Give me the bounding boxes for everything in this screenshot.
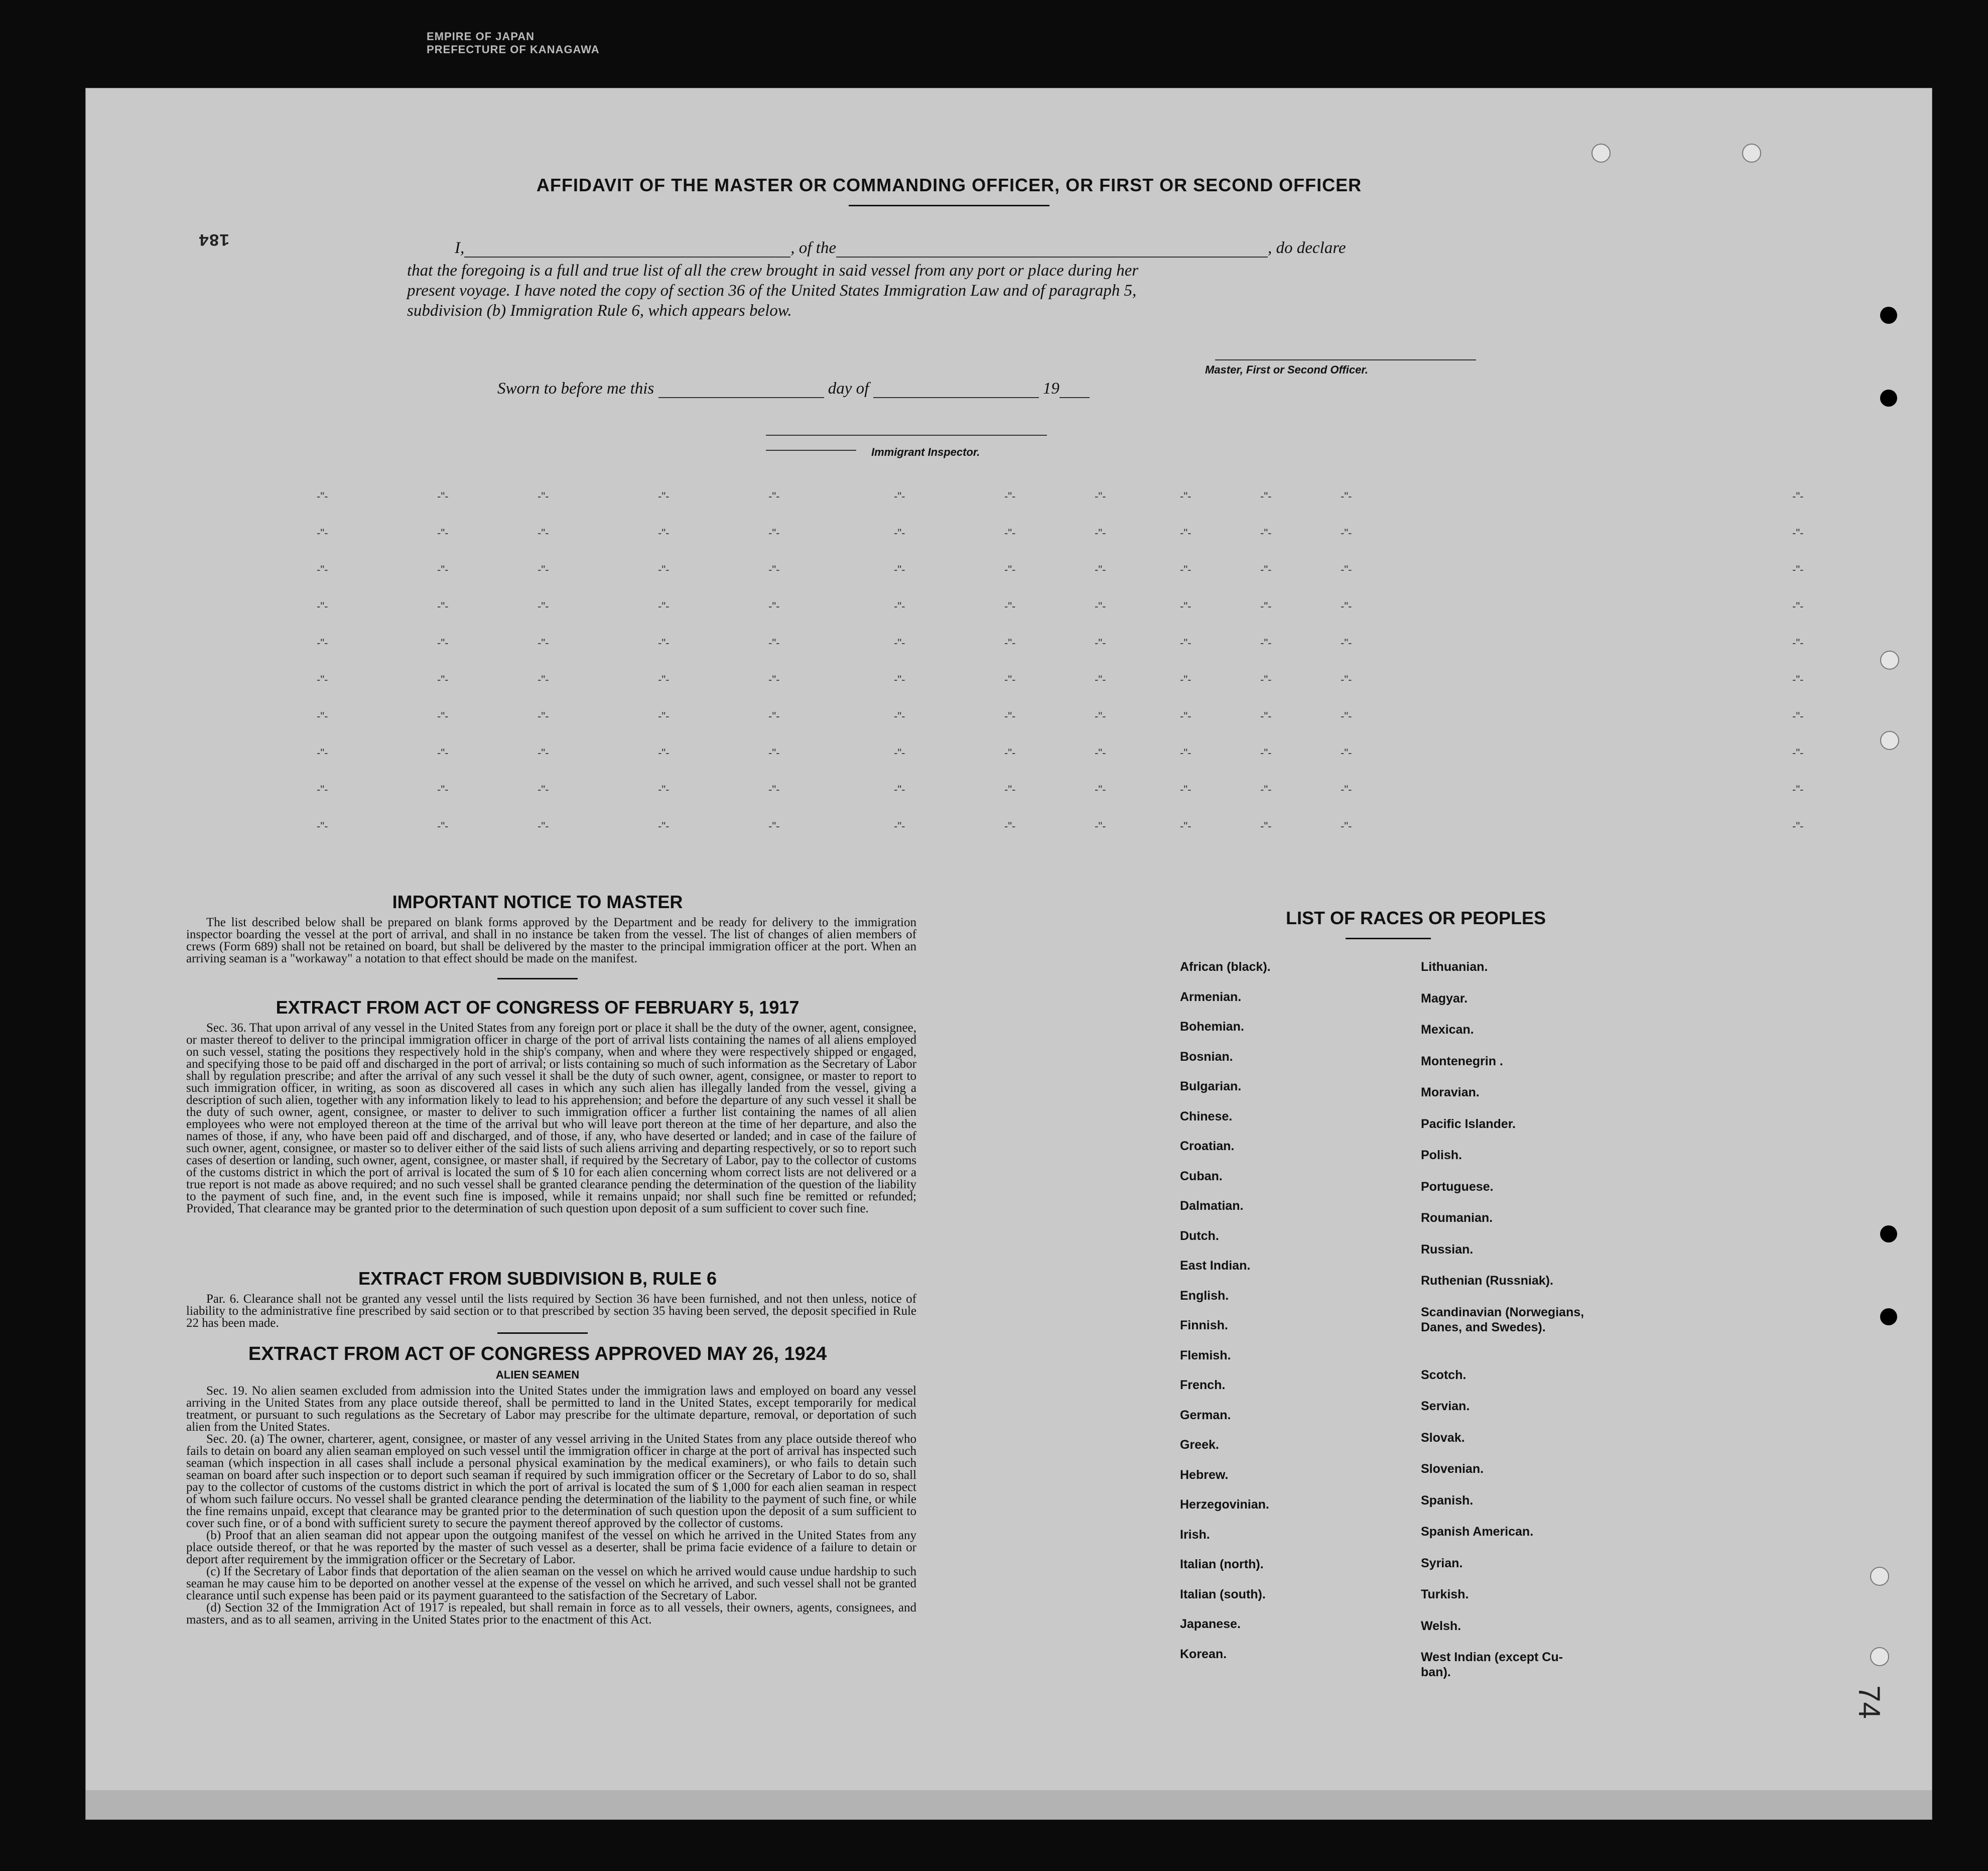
ditto-mark: -"-	[1180, 600, 1191, 612]
day-blank	[658, 397, 824, 398]
race-item: Bulgarian.	[1180, 1079, 1242, 1093]
rule6-text: Par. 6. Clearance shall not be granted any vessel until the lists required by Section 36 have been furnished, and not then unless, notice of liability to the administrative fine prescribed by said section or to that prescribed by section 35 having been served, the deposit specified in Rule 22 has been made.	[186, 1292, 916, 1330]
ditto-mark: -"-	[768, 673, 780, 686]
inspector-caption: Immigrant Inspector.	[871, 446, 980, 458]
ditto-mark: -"-	[437, 563, 449, 576]
ditto-mark: -"-	[658, 673, 670, 686]
ditto-mark: -"-	[1341, 600, 1352, 612]
ditto-mark: -"-	[1792, 783, 1804, 796]
ditto-mark: -"-	[1095, 600, 1106, 612]
race-item: Armenian.	[1180, 989, 1242, 1004]
ditto-mark: -"-	[768, 490, 780, 503]
ditto-mark: -"-	[1095, 710, 1106, 722]
ditto-mark: -"-	[1095, 783, 1106, 796]
ditto-mark: -"-	[768, 600, 780, 612]
ditto-mark: -"-	[1341, 563, 1352, 576]
rule6-title: EXTRACT FROM SUBDIVISION B, RULE 6	[358, 1268, 717, 1289]
ditto-mark: -"-	[1792, 600, 1804, 612]
ditto-mark: -"-	[658, 820, 670, 832]
ditto-mark: -"-	[658, 783, 670, 796]
ditto-mark: -"-	[1095, 746, 1106, 759]
ditto-mark: -"-	[658, 710, 670, 722]
race-item: Portuguese.	[1421, 1179, 1494, 1194]
race-item: Greek.	[1180, 1438, 1219, 1452]
notice-body	[186, 917, 916, 965]
rule6-body	[186, 1293, 916, 1329]
ditto-mark: -"-	[658, 637, 670, 649]
punch-hole	[1880, 731, 1899, 750]
race-item: Ruthenian (Russniak).	[1421, 1274, 1553, 1288]
ditto-mark: -"-	[317, 490, 328, 503]
ditto-mark: -"-	[1260, 673, 1272, 686]
affidavit-title: AFFIDAVIT OF THE MASTER OR COMMANDING OFFICER, OR FIRST OR SECOND OFFICER	[536, 175, 1362, 195]
punch-hole	[1880, 651, 1899, 670]
ditto-mark: -"-	[768, 820, 780, 832]
ditto-mark: -"-	[658, 563, 670, 576]
ditto-mark: -"-	[1004, 600, 1016, 612]
race-item: English.	[1180, 1288, 1229, 1303]
ditto-mark: -"-	[1260, 710, 1272, 722]
sworn-line	[497, 380, 1090, 398]
extract-1924-title: EXTRACT FROM ACT OF CONGRESS APPROVED MAY 26, 1924	[248, 1343, 827, 1364]
race-item: West Indian (except Cu- ban).	[1421, 1650, 1563, 1679]
race-item: Magyar.	[1421, 991, 1468, 1006]
signature-caption: Master, First or Second Officer.	[1205, 363, 1368, 376]
ditto-mark: -"-	[1004, 820, 1016, 832]
ditto-mark: -"-	[1095, 673, 1106, 686]
year-prefix: 19	[1042, 380, 1059, 398]
ditto-mark: -"-	[1095, 490, 1106, 503]
ditto-mark: -"-	[1341, 820, 1352, 832]
manifest-sheet	[85, 88, 1932, 1820]
ditto-mark: -"-	[1004, 563, 1016, 576]
ditto-mark: -"-	[1180, 673, 1191, 686]
ditto-mark: -"-	[768, 637, 780, 649]
ditto-mark: -"-	[894, 710, 905, 722]
ditto-mark: -"-	[437, 600, 449, 612]
race-item: Servian.	[1421, 1399, 1470, 1413]
ditto-mark: -"-	[894, 527, 905, 539]
ditto-mark: -"-	[768, 527, 780, 539]
extract-1924-p5: (d) Section 32 of the Immigration Act of 1917 is repealed, but shall remain in force as to all vessels, their owners, agents, consignees, and masters, and as to all seamen, arriving in the United States prior to the enactment of this Act.	[186, 1601, 916, 1627]
race-item: Italian (north).	[1180, 1557, 1264, 1571]
ditto-mark: -"-	[768, 710, 780, 722]
punch-hole	[1592, 144, 1611, 163]
race-item: Turkish.	[1421, 1587, 1469, 1601]
ditto-mark: -"-	[1095, 637, 1106, 649]
race-item: Slovak.	[1421, 1430, 1465, 1445]
race-item: Spanish American.	[1421, 1525, 1534, 1539]
affidavit-line-4: subdivision (b) Immigration Rule 6, which appears below.	[407, 302, 792, 320]
race-item: Scotch.	[1421, 1367, 1467, 1382]
race-item: Croatian.	[1180, 1139, 1235, 1153]
affidavit-line-1	[455, 239, 1346, 258]
ditto-mark: -"-	[437, 637, 449, 649]
punch-hole	[1880, 1225, 1897, 1242]
ditto-mark: -"-	[1004, 637, 1016, 649]
race-item: Dutch.	[1180, 1228, 1219, 1243]
race-item: Moravian.	[1421, 1085, 1480, 1099]
punch-hole	[1870, 1647, 1889, 1666]
ditto-mark: -"-	[437, 490, 449, 503]
punch-hole	[1880, 307, 1897, 324]
extract-1924-subtitle: ALIEN SEAMEN	[495, 1368, 580, 1381]
ditto-mark: -"-	[1095, 563, 1106, 576]
margin-number: 184	[199, 229, 230, 248]
name-blank	[464, 257, 790, 258]
title-underline	[849, 205, 1049, 206]
ditto-mark: -"-	[894, 490, 905, 503]
ditto-mark: -"-	[538, 600, 549, 612]
ditto-mark: -"-	[1792, 746, 1804, 759]
race-item: Welsh.	[1421, 1618, 1462, 1633]
race-item: Pacific Islander.	[1421, 1116, 1516, 1131]
ditto-mark: -"-	[1341, 490, 1352, 503]
ditto-mark: -"-	[538, 673, 549, 686]
ditto-mark: -"-	[1004, 746, 1016, 759]
notice-text: The list described below shall be prepared on blank forms approved by the Department and be ready for delivery to the immigration inspector boarding the vessel at the port of arrival, and shall in no instance be taken from the vessel. The list of changes of alien members of crews (Form 689) shall not be retained on board, but shall be delivered by the master to the principal immigration officer at the port. When an arriving seaman is a "workaway" a notation to that effect should be made on the manifest.	[186, 916, 916, 965]
ditto-mark: -"-	[1180, 527, 1191, 539]
ditto-mark: -"-	[1004, 710, 1016, 722]
ditto-mark: -"-	[658, 527, 670, 539]
ditto-mark: -"-	[437, 710, 449, 722]
ditto-mark: -"-	[317, 746, 328, 759]
race-item: Irish.	[1180, 1527, 1210, 1542]
ditto-mark: -"-	[1341, 783, 1352, 796]
ditto-mark: -"-	[658, 746, 670, 759]
ditto-mark: -"-	[1792, 490, 1804, 503]
ditto-mark: -"-	[317, 783, 328, 796]
inspector-line	[766, 435, 1047, 436]
race-item: Chinese.	[1180, 1109, 1233, 1124]
ditto-mark: -"-	[1180, 783, 1191, 796]
extract-1924-body	[186, 1385, 916, 1626]
of-the-label: , of the	[790, 239, 836, 257]
ditto-mark: -"-	[1180, 563, 1191, 576]
ditto-mark: -"-	[1260, 746, 1272, 759]
ditto-mark: -"-	[317, 710, 328, 722]
ditto-mark: -"-	[437, 527, 449, 539]
ditto-mark: -"-	[1792, 527, 1804, 539]
extract-1924-p3: (b) Proof that an alien seaman did not appear upon the outgoing manifest of the vessel on which he arrived in the United States from any place outside thereof, or that he was reported by the master of such vessel as a deserter, shall be prima facie evidence of a failure to detain or deport after requirement by the immigration officer or the Secretary of Labor.	[186, 1529, 916, 1566]
corner-line-1: EMPIRE OF JAPAN	[427, 30, 535, 43]
ditto-mark: -"-	[317, 600, 328, 612]
signature-line	[1215, 359, 1476, 360]
ditto-mark: -"-	[1004, 490, 1016, 503]
ditto-mark: -"-	[1341, 637, 1352, 649]
notice-underline	[497, 978, 578, 979]
race-item: Russian.	[1421, 1242, 1474, 1257]
race-item: Polish.	[1421, 1148, 1462, 1162]
race-item: Flemish.	[1180, 1348, 1231, 1362]
affidavit-line-3: present voyage. I have noted the copy of section 36 of the United States Immigration Law and of paragraph 5,	[407, 282, 1137, 300]
ditto-mark: -"-	[1792, 637, 1804, 649]
ditto-mark: -"-	[1180, 746, 1191, 759]
ditto-mark: -"-	[538, 527, 549, 539]
ditto-mark: -"-	[317, 820, 328, 832]
race-item: Cuban.	[1180, 1169, 1223, 1183]
ditto-mark: -"-	[658, 600, 670, 612]
corner-line-2: PREFECTURE OF KANAGAWA	[427, 43, 600, 56]
rule6-underline	[497, 1332, 588, 1334]
ditto-mark: -"-	[1095, 527, 1106, 539]
ditto-mark: -"-	[538, 783, 549, 796]
ditto-mark: -"-	[768, 563, 780, 576]
ditto-mark: -"-	[1180, 820, 1191, 832]
race-item: Bohemian.	[1180, 1020, 1244, 1034]
ditto-mark: -"-	[894, 563, 905, 576]
ditto-mark: -"-	[768, 746, 780, 759]
race-item: Lithuanian.	[1421, 960, 1488, 974]
ditto-mark: -"-	[317, 527, 328, 539]
race-item: Hebrew.	[1180, 1467, 1229, 1482]
ditto-mark: -"-	[1260, 490, 1272, 503]
ditto-mark: -"-	[894, 746, 905, 759]
extract-1917-text: Sec. 36. That upon arrival of any vessel in the United States from any foreign port or place it shall be the duty of the owner, agent, consignee, or master thereof to deliver to the principal immigration officer in charge of the port of arrival lists containing the names of all aliens employed on such vessel, stating the positions they respectively hold in the ship's company, when and where they were respectively shipped or engaged, and specifying those to be paid off and discharged in the port of arrival; or lists containing so much of such information as the Secretary of Labor shall by regulation prescribe; and after the arrival of any such vessel it shall be the duty of such owner, agent, consignee, or master to report to such immigration officer, in writing, as soon as discovered all cases in which any such alien has illegally landed from the vessel, giving a description of such alien, together with any information likely to lead to his apprehension; and before the departure of any such vessel it shall be the duty of such owner, agent, consignee, or master to deliver to such immigration officer a further list containing the names of all alien employees who were not employed thereon at the time of the arrival but who will leave port thereon at the time of her departure, and also the names of those, if any, who have been paid off and discharged, and of those, if any, who have deserted or landed; and in case of the failure of such owner, agent, consignee, or master so to deliver either of the said lists of such aliens arriving and departing respectively, or so to report such cases of desertion or landing, such owner, agent, consignee, or master shall, if required by the Secretary of Labor, pay to the collector of customs of the customs district in which the port of arrival is located the sum of $ 10 for each alien concerning whom correct lists are not delivered or a true report is not made as above required; and no such vessel shall be granted clearance pending the determination of the question of the liability to the payment of such fine, and, in the event such fine is imposed, while it remains unpaid; nor shall such fine be remitted or refunded; Provided, That clearance may be granted prior to the determination of such question upon deposit of a sum sufficient to cover such fine.	[186, 1021, 916, 1215]
race-item: Syrian.	[1421, 1556, 1463, 1570]
race-item: Scandinavian (Norwegians, Danes, and Swedes).	[1421, 1305, 1584, 1334]
month-blank	[873, 397, 1039, 398]
affidavit-line-2: that the foregoing is a full and true list of all the crew brought in said vessel from any port or place during her	[407, 262, 1139, 280]
race-item: Montenegrin .	[1421, 1054, 1503, 1068]
race-item: Herzegovinian.	[1180, 1498, 1269, 1512]
ditto-mark: -"-	[437, 783, 449, 796]
ditto-mark: -"-	[1792, 673, 1804, 686]
extract-1917-body	[186, 1022, 916, 1215]
ditto-mark: -"-	[317, 563, 328, 576]
ditto-mark: -"-	[1180, 490, 1191, 503]
ditto-mark: -"-	[1004, 527, 1016, 539]
ditto-mark: -"-	[538, 710, 549, 722]
ditto-mark: -"-	[1004, 673, 1016, 686]
year-blank	[1059, 397, 1090, 398]
race-item: German.	[1180, 1408, 1231, 1422]
do-declare-label: , do declare	[1267, 239, 1346, 257]
race-item: Slovenian.	[1421, 1462, 1484, 1476]
ditto-mark: -"-	[1095, 820, 1106, 832]
ditto-mark: -"-	[1260, 527, 1272, 539]
race-item: Spanish.	[1421, 1493, 1474, 1508]
ditto-mark: -"-	[1180, 710, 1191, 722]
extract-1924-p1: Sec. 19. No alien seamen excluded from admission into the United States under the immigration laws and employed on board any vessel arriving in the United States from any place outside thereof, shall be permitted to land in the United States, except temporarily for medical treatment, or pursuant to such regulations as the Secretary of Labor may prescribe for the ultimate departure, removal, or deportation of such alien from the United States.	[186, 1384, 916, 1434]
ditto-mark: -"-	[1260, 600, 1272, 612]
extract-1917-title: EXTRACT FROM ACT OF CONGRESS OF FEBRUARY 5, 1917	[276, 997, 800, 1018]
race-item: Mexican.	[1421, 1023, 1474, 1037]
ditto-mark: -"-	[437, 820, 449, 832]
ditto-mark: -"-	[317, 637, 328, 649]
ditto-mark: -"-	[317, 673, 328, 686]
ditto-mark: -"-	[1792, 820, 1804, 832]
race-item: Bosnian.	[1180, 1049, 1233, 1064]
race-item: Finnish.	[1180, 1318, 1228, 1332]
races-underline	[1346, 938, 1431, 939]
ditto-mark: -"-	[437, 746, 449, 759]
ditto-mark: -"-	[1260, 563, 1272, 576]
ditto-mark: -"-	[894, 783, 905, 796]
ditto-mark: -"-	[894, 820, 905, 832]
ditto-mark: -"-	[1341, 746, 1352, 759]
ditto-mark: -"-	[1792, 563, 1804, 576]
ditto-mark: -"-	[894, 637, 905, 649]
ditto-mark: -"-	[1792, 710, 1804, 722]
ditto-mark: -"-	[538, 637, 549, 649]
day-of-label: day of	[828, 380, 869, 398]
ditto-mark: -"-	[1260, 637, 1272, 649]
punch-hole	[1880, 390, 1897, 407]
vessel-blank	[836, 257, 1268, 258]
ditto-mark: -"-	[1341, 673, 1352, 686]
punch-hole	[1742, 144, 1761, 163]
ditto-mark: -"-	[1180, 637, 1191, 649]
race-item: African (black).	[1180, 960, 1271, 974]
race-item: Roumanian.	[1421, 1211, 1493, 1225]
punch-hole	[1880, 1308, 1897, 1325]
punch-hole	[1870, 1567, 1889, 1586]
ditto-mark: -"-	[538, 563, 549, 576]
extract-1924-p4: (c) If the Secretary of Labor finds that deportation of the alien seaman on the vessel on which he arrived would cause undue hardship to such seaman he may cause him to be deported on another vessel at the expense of the vessel on which he arrived, and such vessel shall not be granted clearance until such expense has been paid or its payment guaranteed to the satisfaction of the Secretary of Labor.	[186, 1565, 916, 1602]
ditto-mark: -"-	[1260, 783, 1272, 796]
ditto-mark: -"-	[437, 673, 449, 686]
ditto-mark: -"-	[894, 600, 905, 612]
inspector-line-short	[766, 450, 856, 451]
race-item: Italian (south).	[1180, 1587, 1266, 1601]
notice-title: IMPORTANT NOTICE TO MASTER	[392, 892, 683, 912]
ditto-mark: -"-	[894, 673, 905, 686]
races-title: LIST OF RACES OR PEOPLES	[1285, 908, 1546, 928]
ditto-mark: -"-	[538, 490, 549, 503]
extract-1924-p2: Sec. 20. (a) The owner, charterer, agent, consignee, or master of any vessel arriving in the United States from any place outside thereof who fails to detain on board any alien seaman employed on such vessel until the immigration officer in charge at the port of arrival has inspected such seaman (which inspection in all cases shall include a personal physical examination by the medical examiners), or who fails to detain such seaman on board after such inspection or to deport such seaman if required by such immigration officer or the Secretary of Labor to do so, shall pay to the collector of customs of the customs district in which the port of arrival is located the sum of $ 1,000 for each alien seaman in respect of whom such failure occurs. No vessel shall be granted clearance pending the determination of the liability to the payment of such fine, or while the fine remains unpaid, except that clearance may be granted prior to the determination of such question upon the deposit of a sum sufficient to cover such fine, or of a bond with sufficient surety to secure the payment thereof approved by the collector of customs.	[186, 1432, 916, 1530]
ditto-mark: -"-	[1004, 783, 1016, 796]
ditto-mark: -"-	[538, 746, 549, 759]
race-item: Korean.	[1180, 1647, 1227, 1661]
i-label: I,	[455, 239, 465, 257]
race-item: East Indian.	[1180, 1259, 1251, 1273]
race-item: Dalmatian.	[1180, 1199, 1244, 1213]
ditto-mark: -"-	[538, 820, 549, 832]
bottom-fold	[86, 1790, 1932, 1820]
corner-stamp	[427, 30, 600, 56]
sworn-label: Sworn to before me this	[497, 380, 654, 398]
ditto-mark: -"-	[1260, 820, 1272, 832]
ditto-mark: -"-	[658, 490, 670, 503]
race-item: French.	[1180, 1378, 1226, 1392]
ditto-mark: -"-	[1341, 710, 1352, 722]
side-mark: 74	[1852, 1685, 1886, 1719]
ditto-mark: -"-	[768, 783, 780, 796]
ditto-mark: -"-	[1341, 527, 1352, 539]
race-item: Japanese.	[1180, 1617, 1241, 1631]
